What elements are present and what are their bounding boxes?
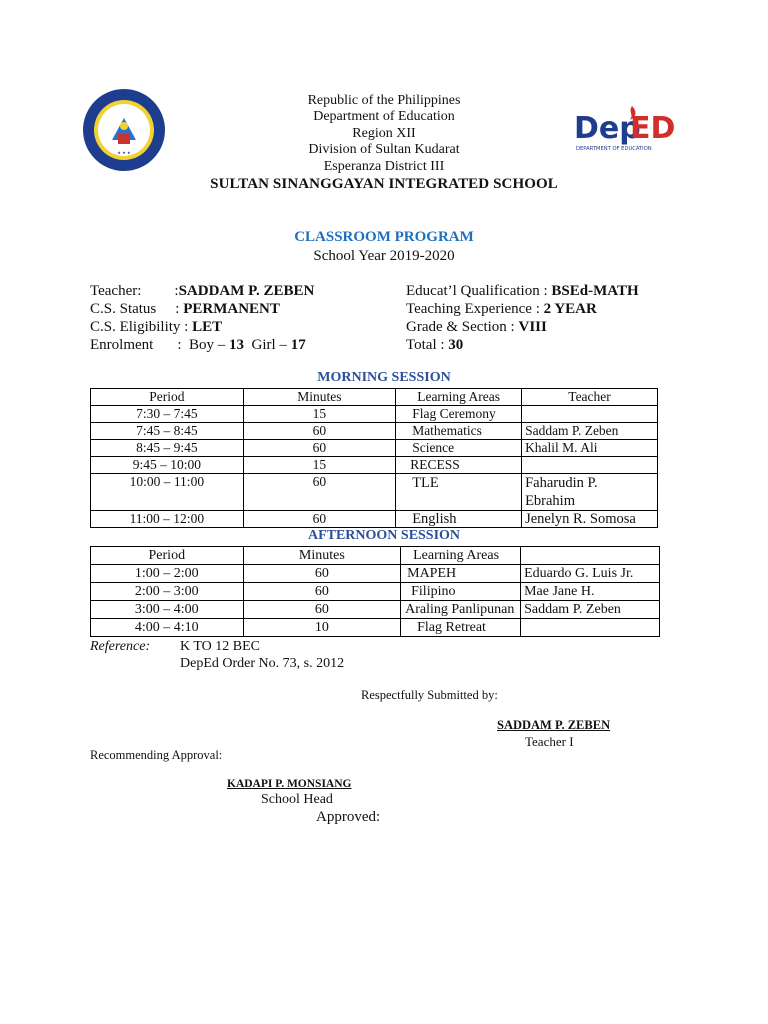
cell-minutes: 10: [243, 619, 401, 637]
cell-minutes: 60: [243, 511, 396, 528]
table-row: [91, 619, 660, 637]
svg-text:★ ★ ★: ★ ★ ★: [117, 150, 131, 155]
school-head-title: School Head: [261, 792, 333, 807]
cell-period: 7:30 – 7:45: [91, 406, 244, 423]
svg-text:ED: ED: [630, 111, 676, 146]
cell-teacher: Saddam P. Zeben: [521, 601, 660, 619]
reference-label: Reference:: [90, 639, 151, 654]
cell-minutes: 60: [243, 423, 396, 440]
cell-area: Filipino: [401, 583, 521, 601]
enrolment-line: Enrolment : Boy – 13 Girl – 17: [90, 337, 306, 353]
table-row: [91, 457, 658, 474]
cell-period: 1:00 – 2:00: [91, 565, 244, 583]
cell-period: 10:00 – 11:00: [91, 474, 244, 511]
header-period: Period: [91, 389, 244, 406]
table-row: [91, 511, 658, 528]
header-line: Region XII: [352, 126, 416, 141]
header-line: Division of Sultan Kudarat: [308, 142, 460, 157]
document-title: CLASSROOM PROGRAM: [294, 229, 474, 245]
table-header-row: [91, 389, 658, 406]
cell-area: RECESS: [396, 457, 522, 474]
table-row: [91, 423, 658, 440]
status-line: C.S. Status : PERMANENT: [90, 301, 280, 317]
cell-period: 2:00 – 3:00: [91, 583, 244, 601]
cell-period: 4:00 – 4:10: [91, 619, 244, 637]
submitter-title: Teacher I: [525, 734, 574, 749]
cell-area: MAPEH: [401, 565, 521, 583]
cell-teacher: Mae Jane H.: [521, 583, 660, 601]
table-row: [91, 406, 658, 423]
cell-teacher: [522, 474, 658, 511]
reference-line-1: K TO 12 BEC: [180, 639, 260, 654]
submitted-by-label: Respectfully Submitted by:: [361, 688, 498, 702]
cell-teacher-line-2: Ebrahim: [525, 493, 575, 509]
cell-period: 3:00 – 4:00: [91, 601, 244, 619]
cell-area: TLE: [396, 474, 522, 511]
approved-label: Approved:: [316, 809, 381, 825]
recommending-label: Recommending Approval:: [90, 748, 223, 762]
total-line: Total : 30: [406, 337, 464, 353]
submitter-name: SADDAM P. ZEBEN: [497, 718, 611, 732]
cell-period: 11:00 – 12:00: [91, 511, 244, 528]
afternoon-session-title: AFTERNOON SESSION: [307, 528, 461, 543]
morning-session-title: MORNING SESSION: [317, 370, 451, 385]
header-line: Esperanza District III: [323, 159, 445, 174]
afternoon-table: [90, 546, 660, 637]
header-teacher: [521, 547, 660, 565]
cell-teacher: [521, 619, 660, 637]
cell-teacher: [522, 457, 658, 474]
table-row: [91, 565, 660, 583]
header-minutes: Minutes: [243, 547, 401, 565]
cell-period: 8:45 – 9:45: [91, 440, 244, 457]
cell-teacher: Jenelyn R. Somosa: [522, 511, 658, 528]
table-header-row: [91, 547, 660, 565]
cell-teacher: Saddam P. Zeben: [522, 423, 658, 440]
grade-line: Grade & Section : VIII: [406, 319, 547, 335]
school-head-name: KADAPI P. MONSIANG: [227, 778, 352, 790]
header-learning-areas: Learning Areas: [396, 389, 522, 406]
header-line: Republic of the Philippines: [307, 93, 461, 108]
table-row: [91, 440, 658, 457]
cell-minutes: 60: [243, 474, 396, 511]
eligibility-line: C.S. Eligibility : LET: [90, 319, 223, 335]
cell-minutes: 15: [243, 406, 396, 423]
cell-area: Flag Ceremony: [396, 406, 522, 423]
cell-area: Araling Panlipunan: [401, 601, 521, 619]
svg-text:Dep: Dep: [574, 111, 641, 146]
cell-minutes: 15: [243, 457, 396, 474]
cell-minutes: 60: [243, 601, 401, 619]
cell-teacher-line-1: Faharudin P.: [525, 475, 598, 491]
cell-period: 7:45 – 8:45: [91, 423, 244, 440]
cell-teacher: Khalil M. Ali: [522, 440, 658, 457]
reference-line-2: DepEd Order No. 73, s. 2012: [180, 656, 345, 671]
cell-area: Flag Retreat: [401, 619, 521, 637]
cell-teacher: Eduardo G. Luis Jr.: [521, 565, 660, 583]
cell-minutes: 60: [243, 565, 401, 583]
header-learning-areas: Learning Areas: [401, 547, 521, 565]
school-name: SULTAN SINANGGAYAN INTEGRATED SCHOOL: [210, 176, 558, 192]
morning-table: [90, 388, 658, 528]
school-year: School Year 2019-2020: [313, 248, 455, 264]
cell-minutes: 60: [243, 440, 396, 457]
header-line: Department of Education: [313, 109, 455, 124]
header-teacher: Teacher: [522, 389, 658, 406]
header-minutes: Minutes: [243, 389, 396, 406]
cell-period: 9:45 – 10:00: [91, 457, 244, 474]
cell-area: Mathematics: [396, 423, 522, 440]
cell-area: English: [396, 511, 522, 528]
teacher-line: Teacher: :SADDAM P. ZEBEN: [90, 283, 315, 299]
deped-logo-subtitle: DEPARTMENT OF EDUCATION: [576, 146, 652, 152]
cell-teacher: [522, 406, 658, 423]
table-row: [91, 601, 660, 619]
table-row: [91, 474, 658, 511]
qualification-line: Educat’l Qualification : BSEd-MATH: [406, 283, 639, 299]
cell-minutes: 60: [243, 583, 401, 601]
cell-area: Science: [396, 440, 522, 457]
experience-line: Teaching Experience : 2 YEAR: [406, 301, 597, 317]
header-period: Period: [91, 547, 244, 565]
table-row: [91, 583, 660, 601]
